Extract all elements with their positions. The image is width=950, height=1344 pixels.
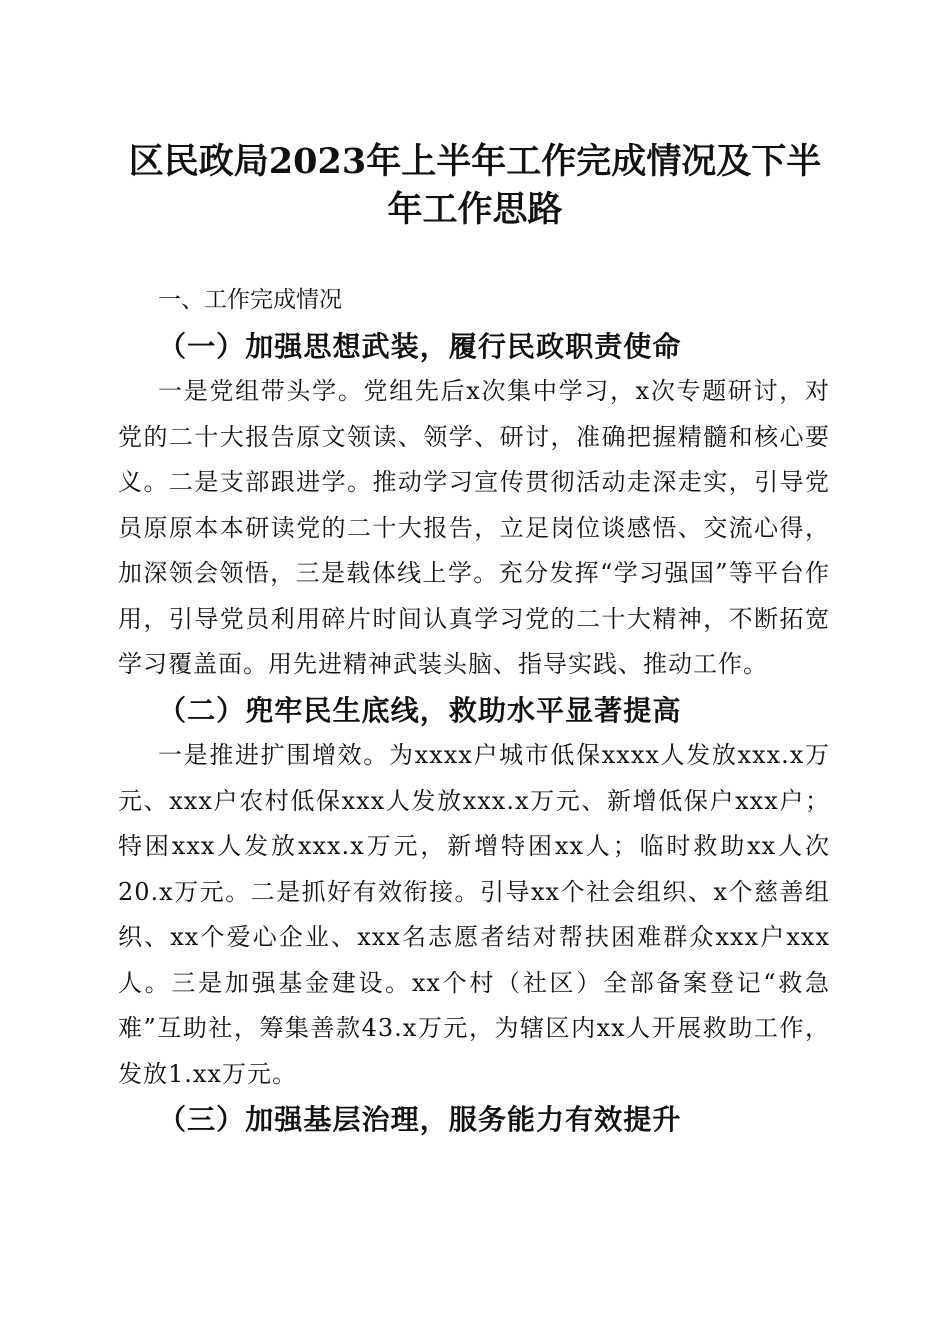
subsection-heading-1: （一）加强思想武装，履行民政职责使命: [158, 329, 682, 363]
subsection-heading-2: （二）兜牢民生底线，救助水平显著提高: [158, 693, 682, 727]
paragraph-2: 一是推进扩围增效。为xxxx户城市低保xxxx人发放xxx.x万元、xxx户农村低保xxx人发放xxx.x万元、新增低保户xxx户；特困xxx人发放xxx.x万元，新增特困xx人；临时救助xx人次20.x万元。二是抓好有效衔接。引导xx个社会组织、x个慈善组织、xx个爱心企业、xxx名志愿者结对帮扶困难群众xxx户xxx人。三是加强基金建设。xx个村（社区）全部备案登记“救急难”互助社，筹集善款43.x万元，为辖区内xx人开展救助工作，发放1.xx万元。: [118, 741, 830, 1088]
title-line-1: 区民政局2023年上半年工作完成情况及下半: [128, 141, 822, 182]
document-title: [100, 138, 850, 234]
section-heading-work-completion: 一、工作完成情况: [158, 287, 342, 313]
subsection-heading-3: （三）加强基层治理，服务能力有效提升: [158, 1103, 682, 1136]
title-line-2: 年工作思路: [387, 189, 563, 230]
paragraph-1: 一是党组带头学。党组先后x次集中学习，x次专题研讨，对党的二十大报告原文领读、领学、研讨，准确把握精髓和核心要义。二是支部跟进学。推动学习宣传贯彻活动走深走实，引导党员原原本本研读党的二十大报告，立足岗位谈感悟、交流心得，加深领会领悟，三是载体线上学。充分发挥“学习强国”等平台作用，引导党员利用碎片时间认真学习党的二十大精神，不断拓宽学习覆盖面。用先进精神武装头脑、指导实践、推动工作。: [118, 377, 830, 678]
document-body: [118, 278, 830, 1143]
